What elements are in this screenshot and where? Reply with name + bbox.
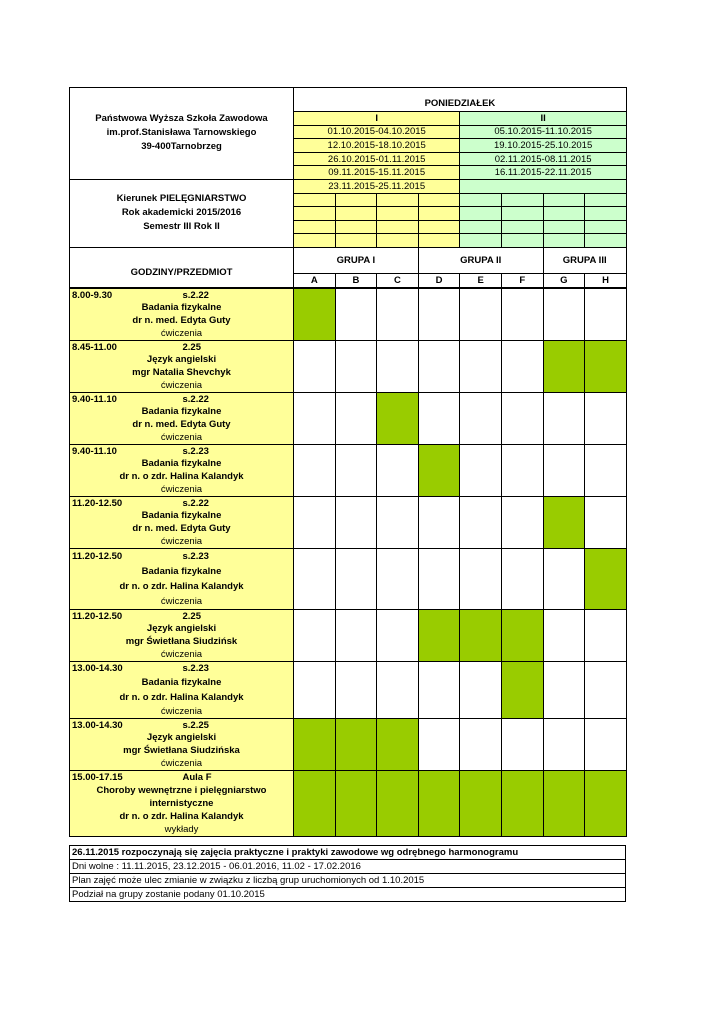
note-line: Podział na grupy zostanie podany 01.10.2015 xyxy=(70,888,626,902)
slot-h xyxy=(585,288,627,340)
empty-grid-cell xyxy=(585,220,627,234)
slot-b xyxy=(335,392,377,444)
subgroup-header-a: A xyxy=(294,273,336,287)
class-teacher: dr n. med. Edyta Guty xyxy=(70,522,294,535)
slot-d xyxy=(418,288,460,340)
slot-d xyxy=(418,496,460,548)
empty-grid-cell xyxy=(294,234,336,248)
class-teacher: dr n. med. Edyta Guty xyxy=(70,418,294,431)
class-time: 11.20-12.50 xyxy=(70,548,181,563)
slot-b xyxy=(335,548,377,609)
slot-c xyxy=(377,548,419,609)
class-type: ćwiczenia xyxy=(70,431,294,444)
program-line: Semestr III Rok II xyxy=(143,221,220,233)
class-subject: Badania fizykalne xyxy=(70,405,294,418)
class-subject: Język angielski xyxy=(70,622,294,635)
slot-d xyxy=(418,770,460,836)
slot-f xyxy=(501,770,543,836)
slot-e xyxy=(460,770,502,836)
slot-e xyxy=(460,661,502,718)
class-room: s.2.23 xyxy=(181,548,294,563)
class-time: 11.20-12.50 xyxy=(70,609,181,622)
empty-grid-cell xyxy=(335,207,377,221)
empty-grid-cell xyxy=(294,193,336,207)
empty-grid-cell xyxy=(335,220,377,234)
slot-a xyxy=(294,444,336,496)
note-line: Dni wolne : 11.11.2015, 23.12.2015 - 06.01.2016, 11.02 - 17.02.2016 xyxy=(70,860,626,874)
slot-h xyxy=(585,770,627,836)
schedule-sheet xyxy=(69,87,626,837)
empty-grid-cell xyxy=(501,207,543,221)
date-range-ii xyxy=(460,179,626,193)
slot-h xyxy=(585,340,627,392)
slot-f xyxy=(501,496,543,548)
class-time: 8.00-9.30 xyxy=(70,288,181,301)
subgroup-header-h: H xyxy=(585,273,627,287)
empty-grid-cell xyxy=(377,193,419,207)
class-time: 13.00-14.30 xyxy=(70,718,181,731)
slot-f xyxy=(501,288,543,340)
empty-grid-cell xyxy=(501,193,543,207)
slot-f xyxy=(501,718,543,770)
class-room: s.2.23 xyxy=(181,444,294,457)
slot-e xyxy=(460,718,502,770)
class-subject: internistyczne xyxy=(70,797,294,810)
empty-grid-cell xyxy=(585,234,627,248)
group-iii-header: GRUPA III xyxy=(543,247,626,273)
class-type: ćwiczenia xyxy=(70,594,294,609)
date-range-i: 23.11.2015-25.11.2015 xyxy=(294,179,460,193)
slot-c xyxy=(377,444,419,496)
date-range-i: 12.10.2015-18.10.2015 xyxy=(294,139,460,153)
class-teacher: mgr Świetłana Siudzińsk xyxy=(70,635,294,648)
slot-b xyxy=(335,661,377,718)
class-teacher: dr n. o zdr. Halina Kalandyk xyxy=(70,470,294,483)
class-subject: Język angielski xyxy=(70,731,294,744)
slot-e xyxy=(460,609,502,661)
class-type: wykłady xyxy=(70,823,294,836)
school-name-cell xyxy=(70,88,294,180)
group-ii-header: GRUPA II xyxy=(418,247,543,273)
subgroup-header-b: B xyxy=(335,273,377,287)
slot-g xyxy=(543,340,585,392)
slot-a xyxy=(294,496,336,548)
slot-d xyxy=(418,548,460,609)
slot-a xyxy=(294,392,336,444)
class-subject: Język angielski xyxy=(70,353,294,366)
slot-b xyxy=(335,609,377,661)
slot-g xyxy=(543,770,585,836)
subgroup-header-g: G xyxy=(543,273,585,287)
empty-grid-cell xyxy=(501,234,543,248)
note-line: Plan zajęć może ulec zmianie w związku z liczbą grup uruchomionych od 1.10.2015 xyxy=(70,874,626,888)
empty-grid-cell xyxy=(543,220,585,234)
slot-b xyxy=(335,340,377,392)
empty-grid-cell xyxy=(460,234,502,248)
class-type: ćwiczenia xyxy=(70,327,294,340)
slot-f xyxy=(501,548,543,609)
slot-e xyxy=(460,288,502,340)
slot-f xyxy=(501,340,543,392)
subgroup-header-d: D xyxy=(418,273,460,287)
slot-h xyxy=(585,392,627,444)
slot-g xyxy=(543,548,585,609)
slot-f xyxy=(501,609,543,661)
slot-a xyxy=(294,288,336,340)
class-subject: Badania fizykalne xyxy=(70,301,294,314)
slot-h xyxy=(585,609,627,661)
class-type: ćwiczenia xyxy=(70,648,294,661)
class-type: ćwiczenia xyxy=(70,483,294,496)
program-info-cell xyxy=(70,179,294,247)
empty-grid-cell xyxy=(335,234,377,248)
program-line: Kierunek PIELĘGNIARSTWO xyxy=(116,193,247,205)
slot-c xyxy=(377,609,419,661)
class-room: s.2.22 xyxy=(181,392,294,405)
slot-d xyxy=(418,392,460,444)
date-range-ii: 02.11.2015-08.11.2015 xyxy=(460,152,626,166)
empty-grid-cell xyxy=(418,193,460,207)
slot-b xyxy=(335,444,377,496)
class-teacher: dr n. o zdr. Halina Kalandyk xyxy=(70,690,294,704)
class-teacher: dr n. med. Edyta Guty xyxy=(70,314,294,327)
empty-grid-cell xyxy=(585,193,627,207)
empty-grid-cell xyxy=(418,207,460,221)
empty-grid-cell xyxy=(377,220,419,234)
slot-d xyxy=(418,444,460,496)
slot-g xyxy=(543,496,585,548)
slot-c xyxy=(377,770,419,836)
slot-f xyxy=(501,661,543,718)
slot-d xyxy=(418,661,460,718)
subgroup-header-c: C xyxy=(377,273,419,287)
slot-g xyxy=(543,661,585,718)
hours-subject-header: GODZINY/PRZEDMIOT xyxy=(70,247,294,287)
slot-b xyxy=(335,770,377,836)
class-time: 9.40-11.10 xyxy=(70,392,181,405)
slot-b xyxy=(335,496,377,548)
slot-g xyxy=(543,609,585,661)
class-subject: Choroby wewnętrzne i pielęgniarstwo xyxy=(70,784,294,797)
class-teacher: dr n. o zdr. Halina Kalandyk xyxy=(70,579,294,594)
slot-f xyxy=(501,392,543,444)
class-teacher: mgr Świetłana Siudzińska xyxy=(70,744,294,757)
slot-g xyxy=(543,444,585,496)
date-range-ii: 05.10.2015-11.10.2015 xyxy=(460,125,626,139)
slot-c xyxy=(377,496,419,548)
class-type: ćwiczenia xyxy=(70,379,294,392)
notes-table xyxy=(69,845,626,902)
empty-grid-cell xyxy=(543,234,585,248)
schedule-table xyxy=(69,288,627,837)
empty-grid-cell xyxy=(460,207,502,221)
week-i-label: I xyxy=(294,112,460,126)
subgroup-header-e: E xyxy=(460,273,502,287)
class-subject: Badania fizykalne xyxy=(70,564,294,579)
slot-e xyxy=(460,392,502,444)
slot-a xyxy=(294,661,336,718)
slot-h xyxy=(585,718,627,770)
slot-d xyxy=(418,340,460,392)
empty-grid-cell xyxy=(294,207,336,221)
date-range-i: 01.10.2015-04.10.2015 xyxy=(294,125,460,139)
slot-d xyxy=(418,718,460,770)
slot-c xyxy=(377,288,419,340)
group-i-header: GRUPA I xyxy=(294,247,419,273)
week-ii-label: II xyxy=(460,112,626,126)
slot-e xyxy=(460,496,502,548)
school-line: 39-400Tarnobrzeg xyxy=(141,141,222,153)
class-room: 2.25 xyxy=(181,609,294,622)
class-room: Aula F xyxy=(181,770,294,783)
empty-grid-cell xyxy=(377,207,419,221)
slot-a xyxy=(294,718,336,770)
subgroup-header-f: F xyxy=(501,273,543,287)
slot-c xyxy=(377,718,419,770)
class-room: s.2.25 xyxy=(181,718,294,731)
empty-grid-cell xyxy=(335,193,377,207)
slot-a xyxy=(294,340,336,392)
slot-e xyxy=(460,444,502,496)
note-line: 26.11.2015 rozpoczynają się zajęcia praktyczne i praktyki zawodowe wg odrębnego harmonogramu xyxy=(70,846,626,860)
class-subject: Badania fizykalne xyxy=(70,509,294,522)
slot-h xyxy=(585,444,627,496)
date-range-i: 26.10.2015-01.11.2015 xyxy=(294,152,460,166)
class-type: ćwiczenia xyxy=(70,704,294,718)
slot-f xyxy=(501,444,543,496)
date-range-ii: 19.10.2015-25.10.2015 xyxy=(460,139,626,153)
class-room: s.2.23 xyxy=(181,661,294,675)
class-teacher: mgr Natalia Shevchyk xyxy=(70,366,294,379)
slot-c xyxy=(377,340,419,392)
slot-e xyxy=(460,548,502,609)
empty-grid-cell xyxy=(585,207,627,221)
header-table xyxy=(69,87,627,288)
empty-grid-cell xyxy=(543,193,585,207)
class-type: ćwiczenia xyxy=(70,535,294,548)
slot-d xyxy=(418,609,460,661)
class-room: 2.25 xyxy=(181,340,294,353)
empty-grid-cell xyxy=(294,220,336,234)
day-title: PONIEDZIAŁEK xyxy=(294,88,627,112)
date-range-i: 09.11.2015-15.11.2015 xyxy=(294,166,460,180)
class-time: 9.40-11.10 xyxy=(70,444,181,457)
class-type: ćwiczenia xyxy=(70,757,294,770)
class-time: 8.45-11.00 xyxy=(70,340,181,353)
school-line: im.prof.Stanisława Tarnowskiego xyxy=(106,127,257,139)
slot-a xyxy=(294,548,336,609)
empty-grid-cell xyxy=(543,207,585,221)
slot-c xyxy=(377,661,419,718)
class-subject: Badania fizykalne xyxy=(70,457,294,470)
slot-e xyxy=(460,340,502,392)
empty-grid-cell xyxy=(377,234,419,248)
slot-g xyxy=(543,718,585,770)
date-range-ii: 16.11.2015-22.11.2015 xyxy=(460,166,626,180)
slot-c xyxy=(377,392,419,444)
slot-h xyxy=(585,548,627,609)
slot-a xyxy=(294,609,336,661)
slot-a xyxy=(294,770,336,836)
empty-grid-cell xyxy=(418,220,460,234)
empty-grid-cell xyxy=(460,220,502,234)
empty-grid-cell xyxy=(501,220,543,234)
slot-h xyxy=(585,496,627,548)
slot-b xyxy=(335,288,377,340)
program-line: Rok akademicki 2015/2016 xyxy=(121,207,242,219)
class-subject: Badania fizykalne xyxy=(70,676,294,690)
slot-g xyxy=(543,288,585,340)
class-time: 11.20-12.50 xyxy=(70,496,181,509)
slot-h xyxy=(585,661,627,718)
class-room: s.2.22 xyxy=(181,496,294,509)
slot-b xyxy=(335,718,377,770)
class-time: 13.00-14.30 xyxy=(70,661,181,675)
empty-grid-cell xyxy=(460,193,502,207)
class-time: 15.00-17.15 xyxy=(70,770,181,783)
class-teacher: dr n. o zdr. Halina Kalandyk xyxy=(70,810,294,823)
slot-g xyxy=(543,392,585,444)
school-line: Państwowa Wyższa Szkoła Zawodowa xyxy=(95,113,268,125)
class-room: s.2.22 xyxy=(181,288,294,301)
empty-grid-cell xyxy=(418,234,460,248)
